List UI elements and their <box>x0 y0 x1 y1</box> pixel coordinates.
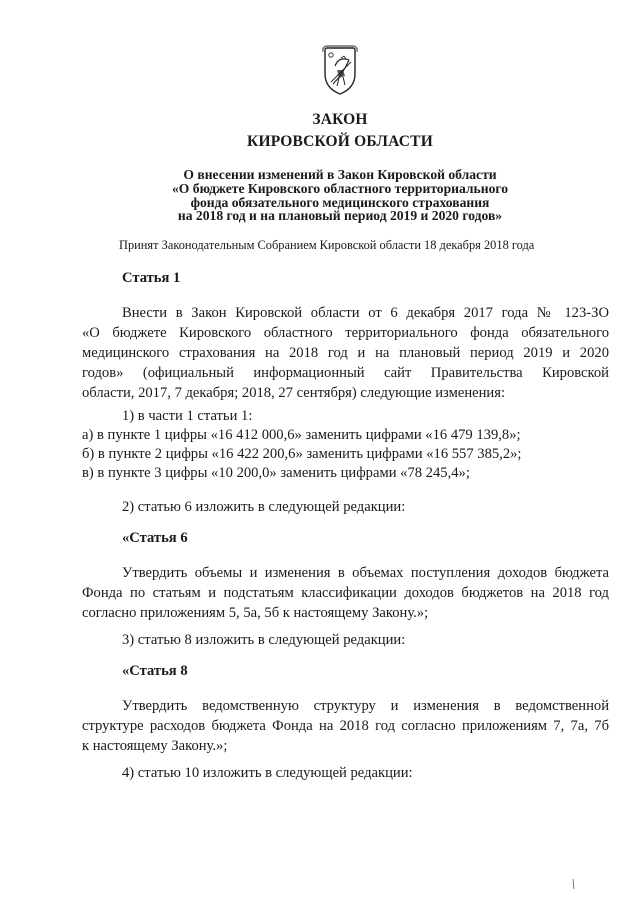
article6-paragraph <box>82 563 609 623</box>
article8-line: к настоящему Закону.»; <box>82 738 228 754</box>
law-subtitle-line: «О бюджете Кировского областного территориального <box>172 181 508 196</box>
article6-line: Фонда по статьям и подстатьям классификации доходов бюджетов на 2018 год <box>82 585 609 601</box>
article6-line: согласно приложениям 5, 5а, 5б к настоящему Закону.»; <box>82 605 429 621</box>
item-1c: в) в пункте 3 цифры «10 200,0» заменить цифрами «78 245,4»; <box>82 465 470 481</box>
intro-line: области, 2017, 7 декабря; 2018, 27 сентября) следующие изменения: <box>82 385 506 401</box>
scan-mark-icon <box>571 878 579 890</box>
intro-line: медицинского страхования на 2018 год и на плановый период 2019 и 2020 <box>82 345 609 361</box>
article1-heading: Статья 1 <box>122 270 181 286</box>
intro-line: Внести в Закон Кировской области от 6 декабря 2017 года № 123-ЗО <box>122 305 609 321</box>
article6-line: Утвердить объемы и изменения в объемах поступления доходов бюджета <box>122 565 609 581</box>
article8-line: Утвердить ведомственную структуру и изменения в ведомственной <box>122 698 609 714</box>
law-subtitle-line: О внесении изменений в Закон Кировской области <box>183 167 497 182</box>
kirov-oblast-coat-of-arms-icon <box>319 44 361 98</box>
adoption-note: Принят Законодательным Собранием Кировской области 18 декабря 2018 года <box>119 238 535 252</box>
item-1: 1) в части 1 статьи 1: <box>122 408 253 424</box>
article8-paragraph <box>82 696 609 756</box>
intro-line: годов» (официальный информационный сайт Правительства Кировской <box>82 365 609 381</box>
law-subtitle-line: на 2018 год и на плановый период 2019 и 2020 годов» <box>177 208 503 223</box>
item-2: 2) статью 6 изложить в следующей редакции: <box>122 499 406 515</box>
item-1b: б) в пункте 2 цифры «16 422 200,6» заменить цифрами «16 557 385,2»; <box>82 446 522 462</box>
intro-paragraph <box>82 303 609 403</box>
law-title-line1: ЗАКОН <box>312 111 368 128</box>
item-1a: а) в пункте 1 цифры «16 412 000,6» заменить цифрами «16 479 139,8»; <box>82 427 521 443</box>
law-title-line2: КИРОВСКОЙ ОБЛАСТИ <box>247 133 433 150</box>
item-3: 3) статью 8 изложить в следующей редакции: <box>122 632 406 648</box>
intro-line: «О бюджете Кировского областного территориального фонда обязательного <box>82 325 609 341</box>
article8-line: структуре расходов бюджета Фонда на 2018 год согласно приложениям 7, 7а, 7б <box>82 718 609 734</box>
article6-heading: «Статья 6 <box>122 530 188 546</box>
article8-heading: «Статья 8 <box>122 663 188 679</box>
law-subtitle-line: фонда обязательного медицинского страхования <box>190 195 490 210</box>
item-4: 4) статью 10 изложить в следующей редакции: <box>122 765 413 781</box>
